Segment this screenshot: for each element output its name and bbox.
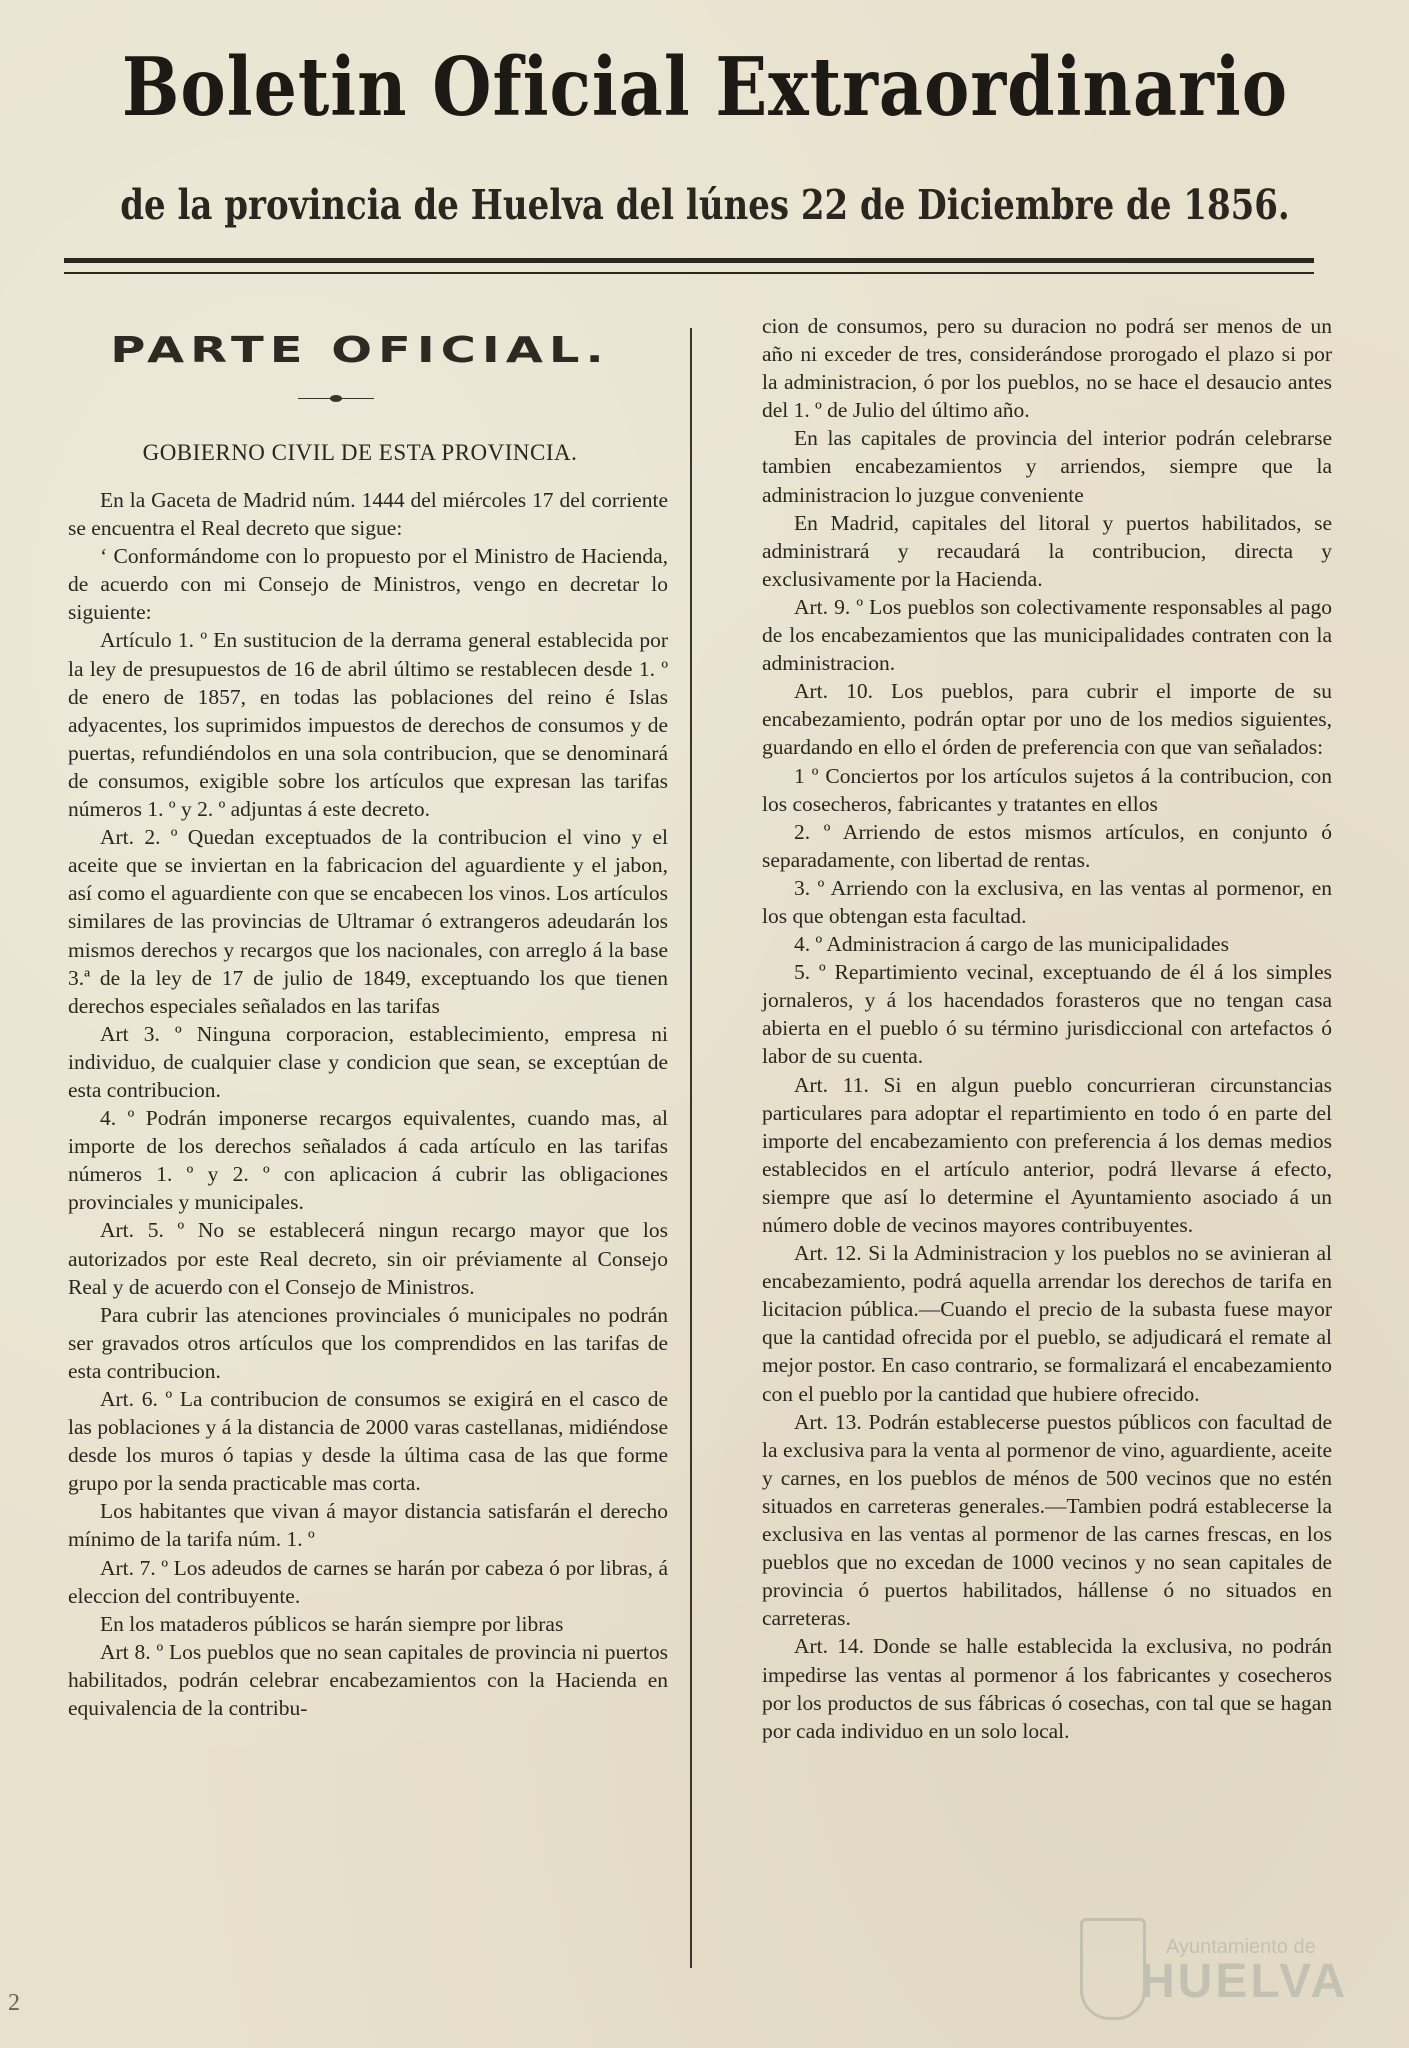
paragraph: En la Gaceta de Madrid núm. 1444 del miércoles 17 del corriente se encuentra el Real decreto que sigue: [68, 488, 668, 541]
paragraph: Art. 2. º Quedan exceptuados de la contribucion el vino y el aceite que se inviertan en la fabricacion del aguardiente y el jabon, así como el aguardiente con que se encabecen los vinos. Los artículos similares de las provincias de Ultramar ó extrangeros adeudarán los mismos derechos y recargos que los nacionales, con arreglo á la base 3.ª de la ley de 17 de julio de 1849, exceptuando los que tienen derechos especiales señalados en las tarifas [68, 825, 668, 1018]
paragraph: 3. º Arriendo con la exclusiva, en las ventas al pormenor, en los que obtengan esta facultad. [762, 875, 1332, 928]
paragraph: Art. 11. Si en algun pueblo concurrieran circunstancias particulares para adoptar el repartimiento en todo ó en parte del importe del encabezamiento con preferencia á los demas medios establecidos en el artículo anterior, podrá llevarse á efecto, siempre que así lo determine el Ayuntamiento asociado á un número doble de vecinos mayores contribuyentes. [762, 1072, 1332, 1237]
paragraph: Art. 5. º No se establecerá ningun recargo mayor que los autorizados por este Real decreto, sin oir préviamente al Consejo Real y de acuerdo con el Consejo de Ministros. [68, 1218, 668, 1299]
column-divider [690, 328, 692, 1968]
header-rule-thin [64, 272, 1314, 274]
paragraph: Art. 7. º Los adeudos de carnes se harán por cabeza ó por libras, á eleccion del contribuyente. [68, 1555, 668, 1608]
paragraph: cion de consumos, pero su duracion no podrá ser menos de un año ni exceder de tres, considerándose prorogado el plazo si por la administracion, ó por los pueblos, no se hace el desaucio antes del 1. º de Julio del último año. [762, 314, 1332, 423]
masthead-title: Boletin Oficial Extraordinario [121, 40, 1289, 136]
paragraph: 1 º Conciertos por los artículos sujetos á la contribucion, con los cosecheros, fabricantes y tratantes en ellos [762, 763, 1332, 816]
header-rule-thick [64, 258, 1314, 263]
watermark-big-text: HUELVA [1140, 1955, 1349, 2008]
paragraph: ‘ Conformándome con lo propuesto por el Ministro de Hacienda, de acuerdo con mi Consejo de Ministros, vengo en decretar lo siguiente: [68, 544, 668, 625]
government-heading: GOBIERNO CIVIL DE ESTA PROVINCIA. [142, 440, 578, 465]
paragraph: 2. º Arriendo de estos mismos artículos, en conjunto ó separadamente, con libertad de rentas. [762, 819, 1332, 872]
paragraph: Art. 9. º Los pueblos son colectivamente responsables al pago de los encabezamientos que las municipalidades contraten con la administracion. [762, 594, 1332, 676]
paragraph: Art. 14. Donde se halle establecida la exclusiva, no podrán impedirse las ventas al pormenor á los fabricantes y cosecheros por los productos de sus fábricas ó cosechas, con tal que se hagan por cada individuo en un solo local. [762, 1634, 1332, 1743]
paragraph: Art 3. º Ninguna corporacion, establecimiento, empresa ni individuo, de cualquier clase y condicion que sean, se exceptúan de esta contribucion. [68, 1021, 668, 1102]
paragraph: Los habitantes que vivan á mayor distancia satisfarán el derecho mínimo de la tarifa núm. 1. º [68, 1499, 668, 1552]
paragraph: Art. 10. Los pueblos, para cubrir el importe de su encabezamiento, podrán optar por uno de los medios siguientes, guardando en ello el órden de preferencia con que van señalados: [762, 679, 1332, 760]
left-column [68, 486, 668, 1722]
crest-icon [1080, 1918, 1146, 2020]
watermark-small-text: Ayuntamiento de [1166, 1936, 1316, 1958]
right-column [762, 312, 1332, 1745]
section-title: PARTE OFICIAL. [110, 329, 610, 371]
masthead-subtitle: de la provincia de Huelva del lúnes 22 de Diciembre de 1856. [120, 182, 1290, 230]
ornament-divider [298, 397, 374, 401]
paragraph: Art 8. º Los pueblos que no sean capitales de provincia ni puertos habilitados, podrán celebrar encabezamientos con la Hacienda en equivalencia de la contribu- [68, 1639, 668, 1721]
paragraph: Art. 6. º La contribucion de consumos se exigirá en el casco de las poblaciones y á la distancia de 2000 varas castellanas, midiéndose desde los muros ó tapias y desde la última casa de las que forme grupo por la senda practicable mas corta. [68, 1387, 668, 1496]
paragraph: 4. º Podrán imponerse recargos equivalentes, cuando mas, al importe de los derechos señalados á cada artículo en las tarifas números 1. º y 2. º con aplicacion á cubrir las obligaciones provinciales y municipales. [68, 1106, 668, 1215]
paragraph: 4. º Administracion á cargo de las municipalidades [794, 932, 1229, 957]
paragraph: Artículo 1. º En sustitucion de la derrama general establecida por la ley de presupuestos de 16 de abril último se restablecen desde 1. º de enero de 1857, en todas las poblaciones del reino é Islas adyacentes, los suprimidos impuestos de derechos de consumos y de puertas, refundiéndolos en una sola contribucion, que se denominará de consumos, exigible sobre los artículos que expresan las tarifas números 1. º y 2. º adjuntas á este decreto. [68, 628, 668, 822]
paragraph: 5. º Repartimiento vecinal, exceptuando de él á los simples jornaleros, y á los hacendados forasteros que no tengan casa abierta en el pueblo ó su término jurisdiccional con artefactos ó labor de su cuenta. [762, 960, 1332, 1069]
paragraph: Art. 12. Si la Administracion y los pueblos no se avinieran al encabezamiento, podrá aquella arrendar los derechos de tarifa en licitacion pública.—Cuando el precio de la subasta fuese mayor que la cantidad ofrecida por el pueblo, se adjudicará el remate al mejor postor. En caso contrario, se formalizará el encabezamiento con el pueblo por la cantidad que hubiere ofrecido. [762, 1241, 1332, 1406]
paragraph: En los mataderos públicos se harán siempre por libras [100, 1611, 564, 1636]
ayuntamiento-watermark [1080, 1918, 1349, 2018]
paragraph: En Madrid, capitales del litoral y puertos habilitados, se administrará y recaudará la contribucion, directa y exclusivamente por la Hacienda. [762, 510, 1332, 591]
paragraph: Para cubrir las atenciones provinciales ó municipales no podrán ser gravados otros artículos que los comprendidos en las tarifas de esta contribucion. [68, 1302, 668, 1383]
paragraph: Art. 13. Podrán establecerse puestos públicos con facultad de la exclusiva para la venta al pormenor de vino, aguardiente, aceite y carnes, en los pueblos de ménos de 500 vecinos que no estén situados en carreteras generales.—Tambien podrá establecerse la exclusiva en las ventas al pormenor de las carnes frescas, en los pueblos que no excedan de 1000 vecinos y no sean capitales de provincia ó puertos habilitados, hállense ó no situados en carreteras. [762, 1409, 1332, 1631]
paragraph: En las capitales de provincia del interior podrán celebrarse tambien encabezamientos y arriendos, siempre que la administracion lo juzgue conveniente [762, 426, 1332, 507]
page-number: 2 [8, 1990, 20, 2016]
